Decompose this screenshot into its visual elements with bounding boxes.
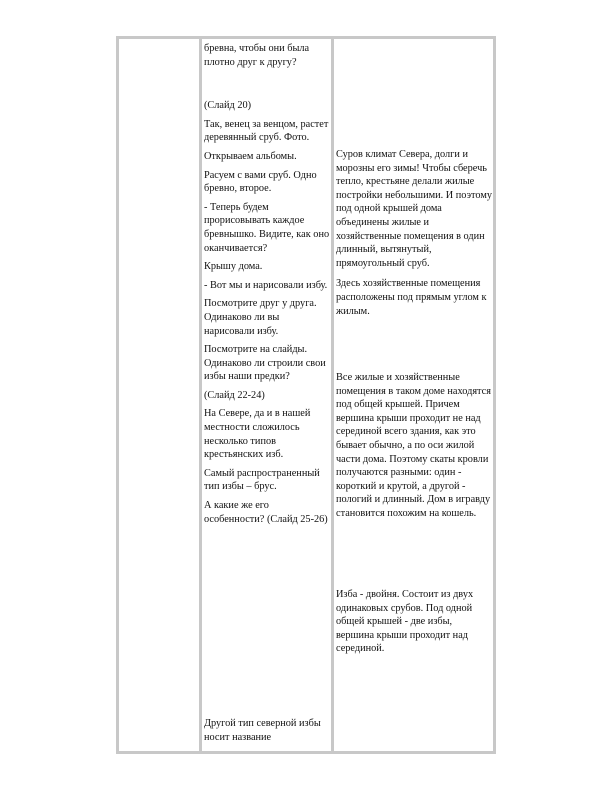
text-block: Здесь хозяйственные помещения расположены под прямым углом к жилым. (336, 278, 487, 317)
text-block: Крышу дома. (204, 261, 263, 273)
right-column-block (336, 371, 492, 521)
text-block: Посмотрите на слайды. Одинаково ли строили свои избы наши предки? (204, 344, 326, 383)
right-column-block (336, 148, 492, 318)
text-block: (Слайд 20) (204, 100, 252, 112)
column-divider-left (199, 36, 202, 754)
text-block: Посмотрите друг у друга. Одинаково ли вы нарисовали избу. (204, 298, 317, 337)
text-block: А какие же его особенности? (Слайд 25-26) (204, 500, 328, 525)
text-block: - Теперь будем прорисовывать каждое бревнышко. Видите, как оно оканчивается? (204, 201, 330, 254)
text-block: Самый распространенный тип избы – брус. (204, 467, 320, 493)
middle-column (204, 42, 330, 526)
column-divider-right (331, 36, 334, 754)
text-block: Изба - двойня. Состоит из двух одинаковых срубов. Под одной общей крышей - две избы, вершина крыши проходит над серединой. (336, 589, 474, 655)
text-block: Открываем альбомы. (204, 150, 297, 162)
text-block: Суров климат Севера, долги и морозны его зимы! Чтобы сберечь тепло, крестьяне делали жилые постройки небольшими. И поэтому под одной крышей дома объединены жилые и хозяйственные помещения в один длинный, вытянутый, прямоугольный сруб. (336, 149, 492, 269)
text-block: (Слайд 22-24) (204, 389, 265, 401)
text-block: Расуем с вами сруб. Одно бревно, второе. (204, 169, 317, 195)
text-block: На Севере, да и в нашей местности сложилось несколько типов крестьянских изб. (204, 408, 311, 461)
text-block: Так, венец за венцом, растет деревянный сруб. Фото. (204, 118, 329, 144)
text-block: Другой тип северной избы носит название (204, 718, 321, 743)
middle-column-bottom (204, 717, 330, 744)
text-block: - Вот мы и нарисовали избу. (204, 279, 328, 291)
text-block: Все жилые и хозяйственные помещения в таком доме находятся под общей крышей. Причем вершина крыши проходит не над серединой всего здания, как это бывает обычно, а по оси жилой части дома. Поэтому скаты кровли получаются разными: один - короткий и крутой, а другой - пологий и длинный. Дом в игравду становится похожим на кошель. (336, 372, 491, 519)
right-column-block (336, 588, 492, 656)
text-block: бревна, чтобы они была плотно друг к другу? (204, 43, 310, 68)
